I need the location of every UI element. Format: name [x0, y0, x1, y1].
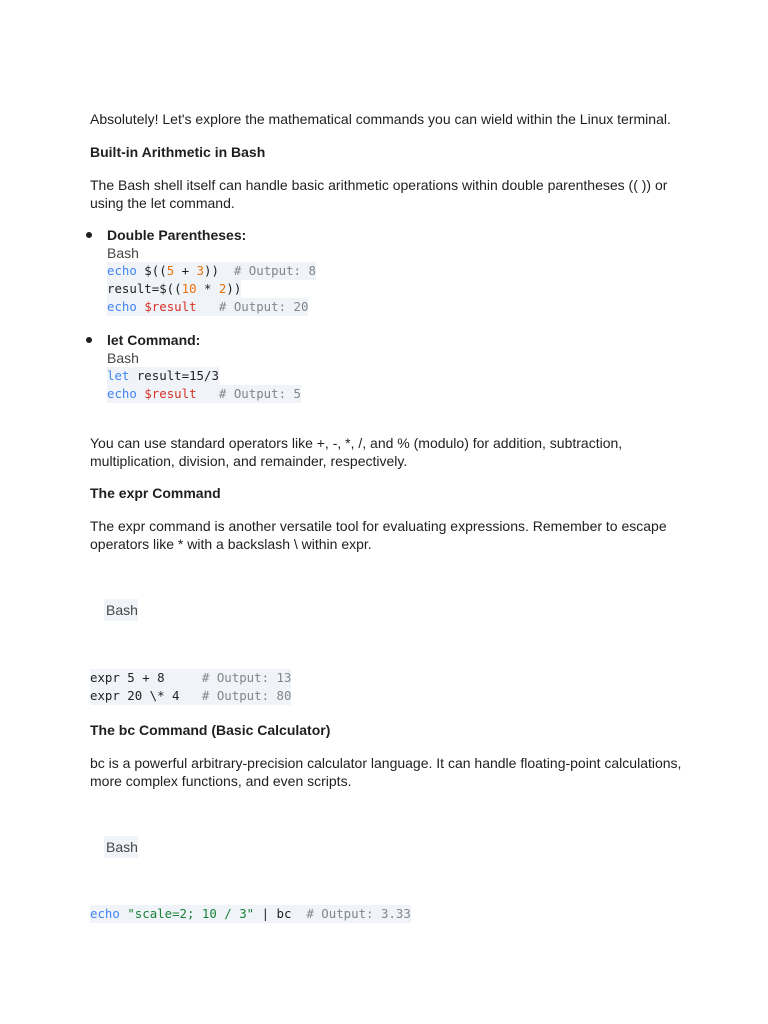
code-comment: # Output: 80: [201, 688, 292, 703]
bullet-title-double-parentheses: Double Parentheses:: [107, 227, 247, 243]
bullet-dot: [86, 337, 92, 343]
code-line: [90, 905, 411, 923]
bc-description: bc is a powerful arbitrary-precision calculator language. It can handle floating-point calculations, more complex functions, and even scripts.: [90, 755, 682, 789]
code-text: )): [204, 263, 234, 278]
code-line: [107, 385, 301, 403]
code-text: result=$((: [107, 281, 182, 296]
code-comment: # Output: 20: [218, 299, 309, 314]
code-comment: # Output: 13: [201, 670, 292, 685]
heading-builtin-arithmetic: Built-in Arithmetic in Bash: [90, 144, 266, 160]
code-line: [107, 262, 316, 280]
operators-note: You can use standard operators like +, -, *, /, and % (modulo) for addition, subtraction, multiplication, division, and remainder, respectively.: [90, 435, 623, 469]
bullet-title-let-command: let Command:: [107, 332, 201, 348]
code-text: | bc: [254, 906, 307, 921]
code-number: 10: [181, 281, 197, 296]
code-keyword: echo: [107, 386, 137, 401]
code-line: [107, 280, 241, 298]
code-text: result=15/3: [129, 368, 219, 383]
code-comment: # Output: 5: [218, 386, 301, 401]
code-variable: $result: [144, 386, 197, 401]
code-number: 2: [218, 281, 227, 296]
expr-description: The expr command is another versatile tool for evaluating expressions. Remember to escape operators like * with a backslash \ within expr.: [90, 518, 667, 552]
code-line: [90, 687, 291, 705]
code-keyword: echo: [90, 906, 120, 921]
code-language-label: Bash: [104, 599, 138, 621]
code-comment: # Output: 3.33: [306, 906, 411, 921]
code-text: )): [226, 281, 242, 296]
code-line: [107, 367, 219, 385]
code-keyword: echo: [107, 263, 137, 278]
code-space: [197, 299, 219, 314]
code-space: [197, 386, 219, 401]
code-number: 5: [166, 263, 175, 278]
heading-expr-command: The expr Command: [90, 485, 221, 501]
code-language-label: Bash: [107, 350, 139, 366]
intro-paragraph: Absolutely! Let's explore the mathematical commands you can wield within the Linux terminal.: [90, 111, 671, 127]
bullet-dot: [86, 232, 92, 238]
code-number: 3: [196, 263, 205, 278]
code-operator: +: [174, 263, 197, 278]
code-variable: $result: [144, 299, 197, 314]
code-keyword: echo: [107, 299, 137, 314]
code-text: $((: [136, 263, 167, 278]
builtin-description: The Bash shell itself can handle basic arithmetic operations within double parentheses (( )) or using the let command.: [90, 177, 668, 211]
code-keyword: let: [107, 368, 130, 383]
code-string: "scale=2; 10 / 3": [127, 906, 255, 921]
code-comment: # Output: 8: [233, 263, 316, 278]
code-line: [107, 298, 308, 316]
code-text: expr 5 + 8: [90, 670, 202, 685]
heading-bc-command: The bc Command (Basic Calculator): [90, 722, 331, 738]
code-language-label: Bash: [104, 836, 138, 858]
code-line: [90, 669, 291, 687]
code-operator: *: [196, 281, 219, 296]
code-language-label: Bash: [107, 245, 139, 261]
code-text: expr 20 \* 4: [90, 688, 202, 703]
